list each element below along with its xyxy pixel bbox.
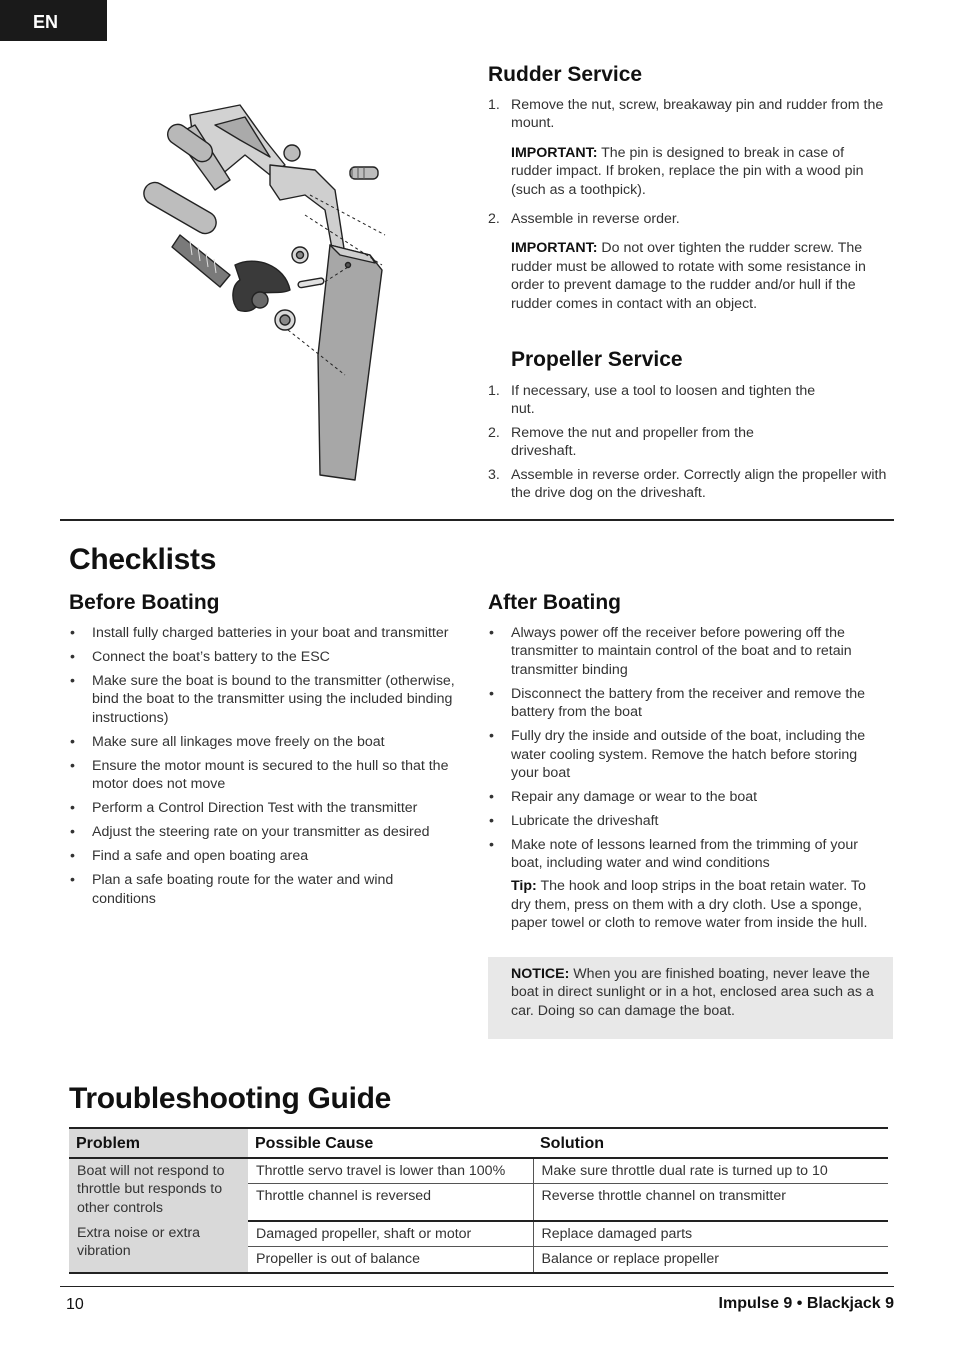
problem-cell: Extra noise or extra vibration <box>69 1221 248 1273</box>
before-boating-title: Before Boating <box>69 591 220 614</box>
troubleshooting-table <box>69 1127 888 1274</box>
page-number: 10 <box>66 1296 84 1313</box>
solution-cell: Make sure throttle dual rate is turned up to 10 <box>533 1158 888 1184</box>
before-item: • Ensure the motor mount is secured to the hull so that the motor does not move <box>69 757 469 794</box>
section-divider-top <box>60 519 894 521</box>
rudder-important-2: IMPORTANT: Do not over tighten the rudder screw. The rudder must be allowed to rotate with some resistance in order to prevent damage to the rudder and/or hull if the rudder comes in contact with an object. <box>511 240 866 312</box>
footer-divider <box>60 1286 894 1287</box>
notice-box <box>488 957 893 1039</box>
checklists-title: Checklists <box>69 543 217 576</box>
after-boating-section <box>488 591 888 933</box>
propeller-step-1: 1. If necessary, use a tool to loosen and tighten the nut. <box>488 383 816 418</box>
cause-cell: Damaged propeller, shaft or motor <box>256 1225 472 1242</box>
before-item: • Make sure all linkages move freely on the boat <box>69 733 469 751</box>
after-item: • Make note of lessons learned from the trimming of your boat, including water and wind conditions <box>488 836 866 873</box>
header-possible-cause: Possible Cause <box>248 1128 533 1158</box>
solution-cell: Balance or replace propeller <box>533 1247 888 1273</box>
before-item: • Perform a Control Direction Test with the transmitter <box>69 799 469 817</box>
rudder-assembly-illustration <box>120 95 410 490</box>
rudder-step-2: 2. Assemble in reverse order. <box>488 211 680 228</box>
cause-cell: Propeller is out of balance <box>248 1247 533 1273</box>
table-row <box>69 1221 888 1247</box>
propeller-step-3: 3. Assemble in reverse order. Correctly align the propeller with the drive dog on the driveshaft. <box>488 466 887 502</box>
before-item: • Make sure the boat is bound to the transmitter (otherwise, bind the boat to the transmitter using the included binding instructions) <box>69 672 469 727</box>
cause-cell: Throttle channel is reversed <box>248 1184 533 1221</box>
language-tab: EN <box>0 0 107 41</box>
problem-cell: Boat will not respond to throttle but responds to other controls <box>69 1158 248 1221</box>
before-item: • Adjust the steering rate on your transmitter as desired <box>69 823 469 841</box>
before-item: • Connect the boat’s battery to the ESC <box>69 648 469 666</box>
rudder-service-section <box>488 63 888 313</box>
after-item: • Always power off the receiver before powering off the transmitter to maintain control of the boat and to retain transmitter binding <box>488 624 866 679</box>
solution-cell: Replace damaged parts <box>533 1221 888 1247</box>
cause-cell: Throttle servo travel is lower than 100% <box>256 1163 506 1179</box>
propeller-service-title: Propeller Service <box>511 348 683 371</box>
before-item: • Find a safe and open boating area <box>69 847 469 865</box>
propeller-step-2: 2. Remove the nut and propeller from the driveshaft. <box>488 424 754 460</box>
after-item: • Disconnect the battery from the receiver and remove the battery from the boat <box>488 685 888 722</box>
table-header-row <box>69 1128 888 1158</box>
troubleshooting-title: Troubleshooting Guide <box>69 1082 392 1115</box>
after-item: • Fully dry the inside and outside of the boat, including the water cooling system. Remove the hatch before storing your boat <box>488 727 888 782</box>
after-item: • Repair any damage or wear to the boat <box>488 788 888 806</box>
after-boating-title: After Boating <box>488 591 621 614</box>
solution-cell: Reverse throttle channel on transmitter <box>533 1184 888 1221</box>
before-item: • Plan a safe boating route for the water and wind conditions <box>69 871 412 908</box>
tip-note: Tip: The hook and loop strips in the boat retain water. To dry them, press on them with a dry cloth. Use a sponge, paper towel or cloth to remove water from inside the hull. <box>511 878 868 932</box>
propeller-service-section <box>488 348 888 502</box>
header-solution: Solution <box>533 1128 888 1158</box>
before-item: • Install fully charged batteries in your boat and transmitter <box>69 624 469 642</box>
after-item: • Lubricate the driveshaft <box>488 812 888 830</box>
before-boating-section <box>69 591 469 914</box>
rudder-important-1: IMPORTANT: The pin is designed to break in case of rudder impact. If broken, replace the pin with a wood pin (such as a toothpick). <box>511 144 864 198</box>
footer-product-title: Impulse 9 • Blackjack 9 <box>718 1295 894 1312</box>
notice-text: NOTICE: When you are finished boating, never leave the boat in direct sunlight or in a hot, enclosed area such as a car. Doing so can damage the boat. <box>511 966 874 1019</box>
rudder-service-title: Rudder Service <box>488 63 643 86</box>
header-problem: Problem <box>69 1128 248 1158</box>
table-row <box>69 1158 888 1184</box>
rudder-step-1: 1. Remove the nut, screw, breakaway pin and rudder from the mount. <box>488 97 884 132</box>
